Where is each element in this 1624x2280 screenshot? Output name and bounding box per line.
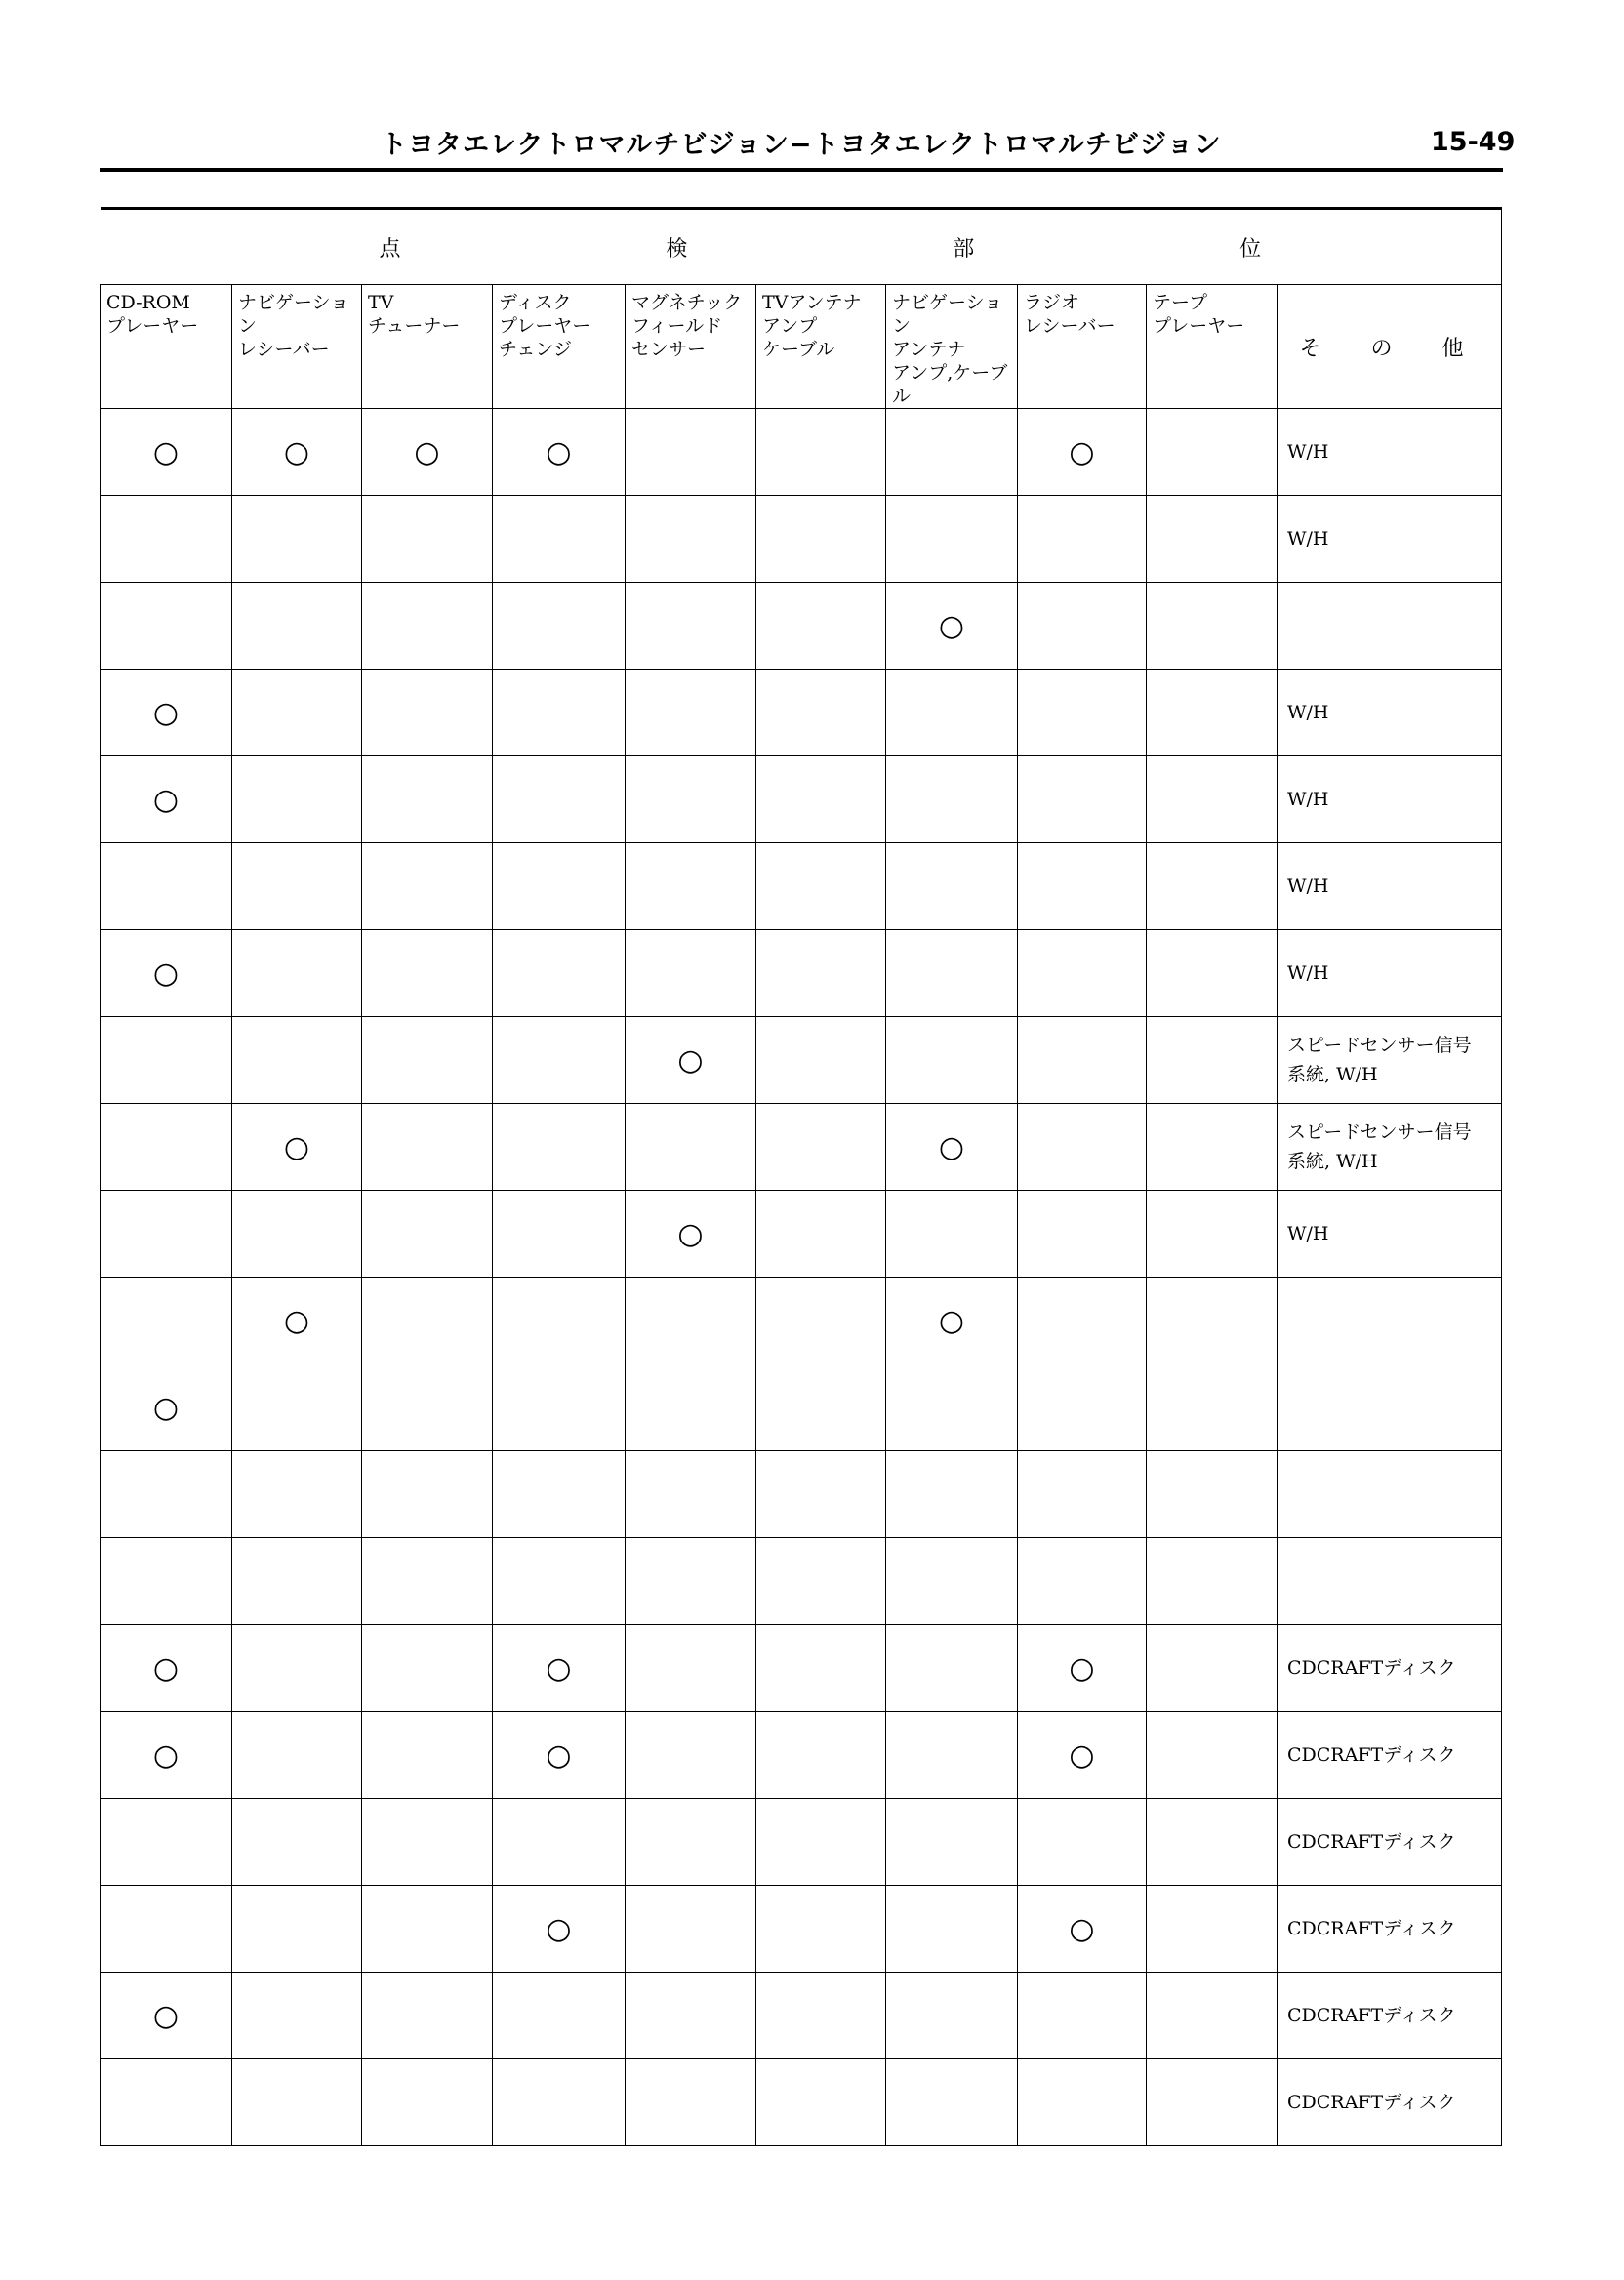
check-mark-cell: ○ [1018,409,1147,496]
page-title: トヨタエレクトロマルチビジョン−トヨタエレクトロマルチビジョン [381,130,1222,160]
check-mark-cell [1018,1538,1147,1625]
other-cell: W/H [1278,670,1502,756]
check-mark-cell [362,1538,493,1625]
check-mark-cell [362,670,493,756]
other-cell: スピードセンサー信号 系統, W/H [1278,1104,1502,1191]
check-mark-cell [101,1278,232,1364]
check-mark-cell [493,1017,626,1104]
other-cell [1278,1538,1502,1625]
check-mark-cell [886,1799,1018,1886]
check-mark-cell [101,1538,232,1625]
check-mark-cell [493,843,626,930]
check-mark-cell [1147,1973,1278,2059]
check-mark-cell [362,496,493,583]
check-mark-cell [362,2059,493,2146]
check-mark-cell [626,1104,756,1191]
check-mark-cell [886,670,1018,756]
check-mark-cell [362,1278,493,1364]
check-mark-cell [1147,756,1278,843]
check-mark-cell [626,930,756,1017]
check-mark-cell [232,670,362,756]
other-cell: W/H [1278,1191,1502,1278]
check-mark-cell [756,1451,886,1538]
header-rule [100,168,1503,172]
column-header: そ の 他 [1278,285,1502,409]
other-cell: W/H [1278,496,1502,583]
check-mark-cell [493,1799,626,1886]
column-header: テープ プレーヤー [1147,285,1278,409]
check-mark-cell [886,1191,1018,1278]
check-mark-cell [1147,670,1278,756]
column-header: CD-ROM プレーヤー [101,285,232,409]
check-mark-cell [1018,1973,1147,2059]
check-mark-cell [362,1799,493,1886]
check-mark-cell [232,2059,362,2146]
check-mark-cell [756,1973,886,2059]
table-row [101,1017,1502,1104]
check-mark-cell [362,1973,493,2059]
table-row [101,1538,1502,1625]
table-row [101,2059,1502,2146]
group-header-char: 位 [1239,236,1262,262]
other-cell: CDCRAFTディスク [1278,1799,1502,1886]
check-mark-cell [362,1364,493,1451]
check-mark-cell [1018,496,1147,583]
check-mark-cell [362,1104,493,1191]
check-mark-cell [886,1973,1018,2059]
check-mark-cell [1018,1191,1147,1278]
check-mark-cell [756,1017,886,1104]
check-mark-cell [626,1451,756,1538]
check-mark-cell [101,583,232,670]
table-row [101,1191,1502,1278]
check-mark-cell [886,756,1018,843]
check-mark-cell [1147,1017,1278,1104]
check-mark-cell [886,843,1018,930]
check-mark-cell [493,1451,626,1538]
check-mark-cell [362,1451,493,1538]
check-mark-cell [232,1886,362,1973]
check-mark-cell [756,1104,886,1191]
check-mark-cell [1147,1886,1278,1973]
check-mark-cell: ○ [886,1278,1018,1364]
check-mark-cell [756,1799,886,1886]
other-cell: CDCRAFTディスク [1278,1886,1502,1973]
check-mark-cell [886,1364,1018,1451]
check-mark-cell [362,930,493,1017]
check-mark-cell [886,1017,1018,1104]
check-mark-cell [493,583,626,670]
table-row [101,1712,1502,1799]
check-mark-cell [756,1278,886,1364]
group-header-char: 検 [666,236,688,262]
table-row [101,1451,1502,1538]
check-mark-cell [493,1278,626,1364]
check-mark-cell [1018,1017,1147,1104]
check-mark-cell: ○ [232,1104,362,1191]
other-cell: スピードセンサー信号 系統, W/H [1278,1017,1502,1104]
check-mark-cell [1147,1451,1278,1538]
check-mark-cell [362,1191,493,1278]
check-mark-cell [756,1625,886,1712]
check-mark-cell [626,1278,756,1364]
other-cell [1278,1451,1502,1538]
check-mark-cell: ○ [886,583,1018,670]
check-mark-cell [232,1191,362,1278]
check-mark-cell [1018,1278,1147,1364]
check-mark-cell [1018,843,1147,930]
check-mark-cell [626,583,756,670]
check-mark-cell [626,756,756,843]
check-mark-cell [886,1451,1018,1538]
check-mark-cell [886,1712,1018,1799]
check-mark-cell [101,1886,232,1973]
check-mark-cell: ○ [493,1625,626,1712]
check-mark-cell [101,1017,232,1104]
check-mark-cell [756,930,886,1017]
check-mark-cell [232,930,362,1017]
check-mark-cell [362,756,493,843]
inspection-table [100,207,1502,2146]
check-mark-cell [493,2059,626,2146]
check-mark-cell [756,1191,886,1278]
check-mark-cell [493,930,626,1017]
check-mark-cell [362,1625,493,1712]
check-mark-cell [756,1712,886,1799]
check-mark-cell [493,1973,626,2059]
check-mark-cell [232,1625,362,1712]
check-mark-cell: ○ [626,1017,756,1104]
table-row [101,583,1502,670]
check-mark-cell [1147,496,1278,583]
check-mark-cell [756,670,886,756]
check-mark-cell: ○ [101,1625,232,1712]
check-mark-cell [1147,1191,1278,1278]
check-mark-cell [756,2059,886,2146]
table-row [101,1364,1502,1451]
check-mark-cell [1018,1799,1147,1886]
check-mark-cell [362,843,493,930]
check-mark-cell [232,1538,362,1625]
check-mark-cell [1147,2059,1278,2146]
check-mark-cell [101,1451,232,1538]
check-mark-cell: ○ [493,1712,626,1799]
group-header [101,209,1502,285]
check-mark-cell [1018,670,1147,756]
table-row [101,930,1502,1017]
check-mark-cell [1018,2059,1147,2146]
column-header: ナビゲーション アンテナ アンプ,ケーブル [886,285,1018,409]
check-mark-cell: ○ [101,756,232,843]
check-mark-cell [756,1364,886,1451]
check-mark-cell [1147,1799,1278,1886]
check-mark-cell [362,583,493,670]
check-mark-cell [626,1886,756,1973]
other-cell: W/H [1278,843,1502,930]
check-mark-cell: ○ [626,1191,756,1278]
check-mark-cell [626,1364,756,1451]
check-mark-cell [1147,1712,1278,1799]
other-cell: CDCRAFTディスク [1278,1625,1502,1712]
check-mark-cell [1147,930,1278,1017]
check-mark-cell: ○ [362,409,493,496]
check-mark-cell [493,670,626,756]
other-cell [1278,583,1502,670]
check-mark-cell [232,583,362,670]
check-mark-cell [626,670,756,756]
check-mark-cell [101,2059,232,2146]
other-cell: CDCRAFTディスク [1278,2059,1502,2146]
column-header-row [101,285,1502,409]
check-mark-cell [1147,1625,1278,1712]
check-mark-cell [886,496,1018,583]
check-mark-cell [101,1799,232,1886]
check-mark-cell [626,409,756,496]
other-cell: W/H [1278,409,1502,496]
check-mark-cell: ○ [101,1712,232,1799]
table-row [101,756,1502,843]
other-cell [1278,1364,1502,1451]
check-mark-cell [493,496,626,583]
check-mark-cell [493,1538,626,1625]
table-row [101,843,1502,930]
check-mark-cell [1147,1104,1278,1191]
table-row [101,1625,1502,1712]
check-mark-cell [626,843,756,930]
table-row [101,1104,1502,1191]
other-cell [1278,1278,1502,1364]
check-mark-cell [886,2059,1018,2146]
check-mark-cell [493,756,626,843]
group-header-char: 部 [953,236,975,262]
check-mark-cell [101,1191,232,1278]
check-mark-cell [1147,843,1278,930]
page-number: 15-49 [1431,127,1516,157]
check-mark-cell [756,583,886,670]
check-mark-cell [626,1712,756,1799]
check-mark-cell [1147,1278,1278,1364]
check-mark-cell [1147,409,1278,496]
check-mark-cell [232,1017,362,1104]
check-mark-cell: ○ [101,670,232,756]
check-mark-cell [232,1451,362,1538]
table-row [101,1886,1502,1973]
table-row [101,1973,1502,2059]
check-mark-cell: ○ [1018,1712,1147,1799]
check-mark-cell: ○ [101,409,232,496]
column-header: TV チューナー [362,285,493,409]
check-mark-cell: ○ [232,1278,362,1364]
check-mark-cell: ○ [232,409,362,496]
check-mark-cell [1018,1104,1147,1191]
check-mark-cell [232,843,362,930]
check-mark-cell [362,1886,493,1973]
column-header: マグネチック フィールド センサー [626,285,756,409]
check-mark-cell [1147,1538,1278,1625]
check-mark-cell: ○ [101,930,232,1017]
check-mark-cell: ○ [1018,1886,1147,1973]
check-mark-cell [493,1364,626,1451]
table-row [101,409,1502,496]
check-mark-cell [232,1712,362,1799]
check-mark-cell: ○ [101,1364,232,1451]
column-header: TVアンテナ アンプ ケーブル [756,285,886,409]
check-mark-cell [886,409,1018,496]
check-mark-cell [756,1886,886,1973]
check-mark-cell [1147,583,1278,670]
table-row [101,496,1502,583]
check-mark-cell [232,1364,362,1451]
check-mark-cell [1018,756,1147,843]
check-mark-cell [756,843,886,930]
check-mark-cell [101,843,232,930]
check-mark-cell [756,1538,886,1625]
check-mark-cell [493,1104,626,1191]
check-mark-cell [626,1799,756,1886]
column-header: ディスク プレーヤー チェンジ [493,285,626,409]
check-mark-cell [756,756,886,843]
check-mark-cell [232,756,362,843]
check-mark-cell [1018,583,1147,670]
check-mark-cell [493,1191,626,1278]
column-header: ナビゲーション レシーバー [232,285,362,409]
check-mark-cell: ○ [493,409,626,496]
check-mark-cell [886,1538,1018,1625]
check-mark-cell [626,1625,756,1712]
check-mark-cell [886,1625,1018,1712]
check-mark-cell [886,930,1018,1017]
check-mark-cell [626,1538,756,1625]
other-cell: CDCRAFTディスク [1278,1973,1502,2059]
check-mark-cell: ○ [1018,1625,1147,1712]
check-mark-cell [101,496,232,583]
check-mark-cell [626,1973,756,2059]
table-row [101,1799,1502,1886]
check-mark-cell [232,1973,362,2059]
check-mark-cell [626,2059,756,2146]
check-mark-cell [1018,1451,1147,1538]
other-cell: W/H [1278,756,1502,843]
check-mark-cell [756,409,886,496]
check-mark-cell [1018,1364,1147,1451]
other-cell: CDCRAFTディスク [1278,1712,1502,1799]
check-mark-cell [232,496,362,583]
check-mark-cell: ○ [101,1973,232,2059]
check-mark-cell [101,1104,232,1191]
table-row [101,670,1502,756]
other-cell: W/H [1278,930,1502,1017]
check-mark-cell [362,1017,493,1104]
check-mark-cell [232,1799,362,1886]
column-header: ラジオ レシーバー [1018,285,1147,409]
check-mark-cell [756,496,886,583]
check-mark-cell [362,1712,493,1799]
check-mark-cell: ○ [886,1104,1018,1191]
check-mark-cell [886,1886,1018,1973]
check-mark-cell [1147,1364,1278,1451]
check-mark-cell [1018,930,1147,1017]
table-row [101,1278,1502,1364]
group-header-char: 点 [379,236,401,262]
check-mark-cell [626,496,756,583]
check-mark-cell: ○ [493,1886,626,1973]
